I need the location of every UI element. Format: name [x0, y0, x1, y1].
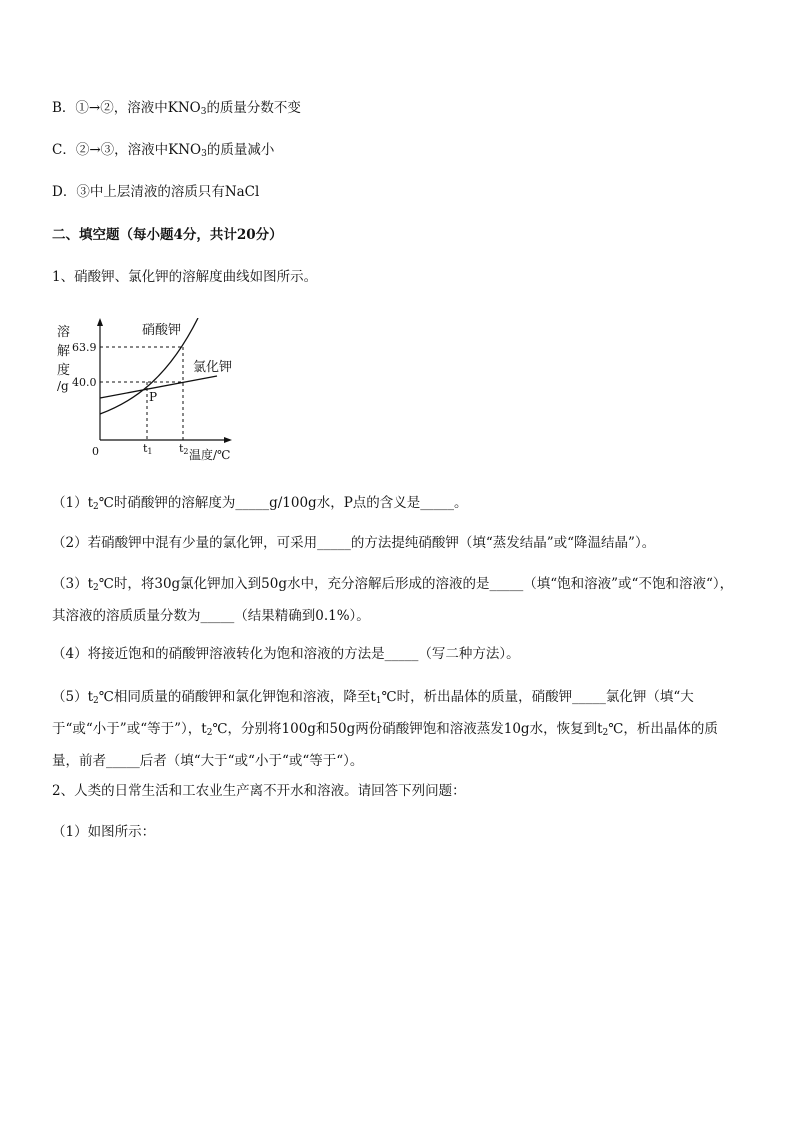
x-tick-t2: t2: [179, 442, 189, 456]
y-tick-40-0: 40.0: [72, 376, 97, 389]
question-1-stem: 1、硝酸钾、氯化钾的溶解度曲线如图所示。: [52, 269, 318, 285]
q2-part-1: （1）如图所示：: [52, 824, 156, 840]
x-axis-arrow: [224, 437, 232, 443]
label-kno3: 硝酸钾: [142, 323, 182, 338]
option-d: D．③中上层清液的溶质只有NaCl: [52, 184, 260, 200]
ylabel-char-1: 溶: [57, 325, 71, 340]
x-tick-t1: t1: [143, 442, 153, 456]
label-point-p: P: [149, 390, 158, 404]
q1-part-2: （2）若硝酸钾中混有少量的氯化钾，可采用_____的方法提纯硝酸钾（填“蒸发结晶”或“降温结晶”）。: [52, 535, 656, 551]
solubility-graph: [52, 318, 252, 468]
q1-part-5: $(5)t_2℃$相同质量的硝酸钾和氯化钾饱和溶液，降至$t_1℃$时，析出晶体的质量，硝酸钾_____氯化钾（填“大于“或“小于”或“等于”），$t_2℃$，分别将100g和50g两份硝酸钾饱和溶液蒸发10g水，恢复到$t_2℃$，析出晶体的质量，前者_____后者（填“大于“或“小于“或“等于“）。: [52, 689, 718, 769]
section-title: 二、填空题（每小题4分，共计20分）: [52, 227, 283, 243]
q1-part-4: （4）将接近饱和的硝酸钾溶液转化为饱和溶液的方法是_____（写二种方法）。: [52, 646, 520, 662]
option-c: C．②→③，溶液中$KNO_3$的质量减小: [52, 142, 275, 159]
ylabel-char-3: 度: [57, 363, 71, 378]
question-2-stem: 2、人类的日常生活和工农业生产离不开水和溶液。请回答下列问题：: [52, 783, 466, 799]
ylabel-unit: /g: [57, 379, 69, 393]
x-axis-label: 温度/℃: [189, 448, 231, 462]
ylabel-char-2: 解: [57, 344, 71, 359]
label-kcl: 氯化钾: [193, 360, 233, 375]
x-origin: 0: [92, 445, 99, 458]
q1-part-1: $(1)t_2℃$时硝酸钾的溶解度为_____g/100g水，P点的含义是_____。: [52, 495, 468, 512]
q1-part-3: $(3)t_2℃$时，将30g氯化钾加入到50g水中，充分溶解后形成的溶液的是_____（填“饱和溶液”或“不饱和溶液“），其溶液的溶质质量分数为_____（结果精确到0.1%）。: [52, 576, 734, 624]
option-b: B．①→②，溶液中$KNO_3$的质量分数不变: [52, 100, 301, 117]
curve-kcl: [100, 376, 217, 398]
y-tick-63-9: 63.9: [72, 341, 97, 354]
y-axis-arrow: [97, 318, 103, 326]
